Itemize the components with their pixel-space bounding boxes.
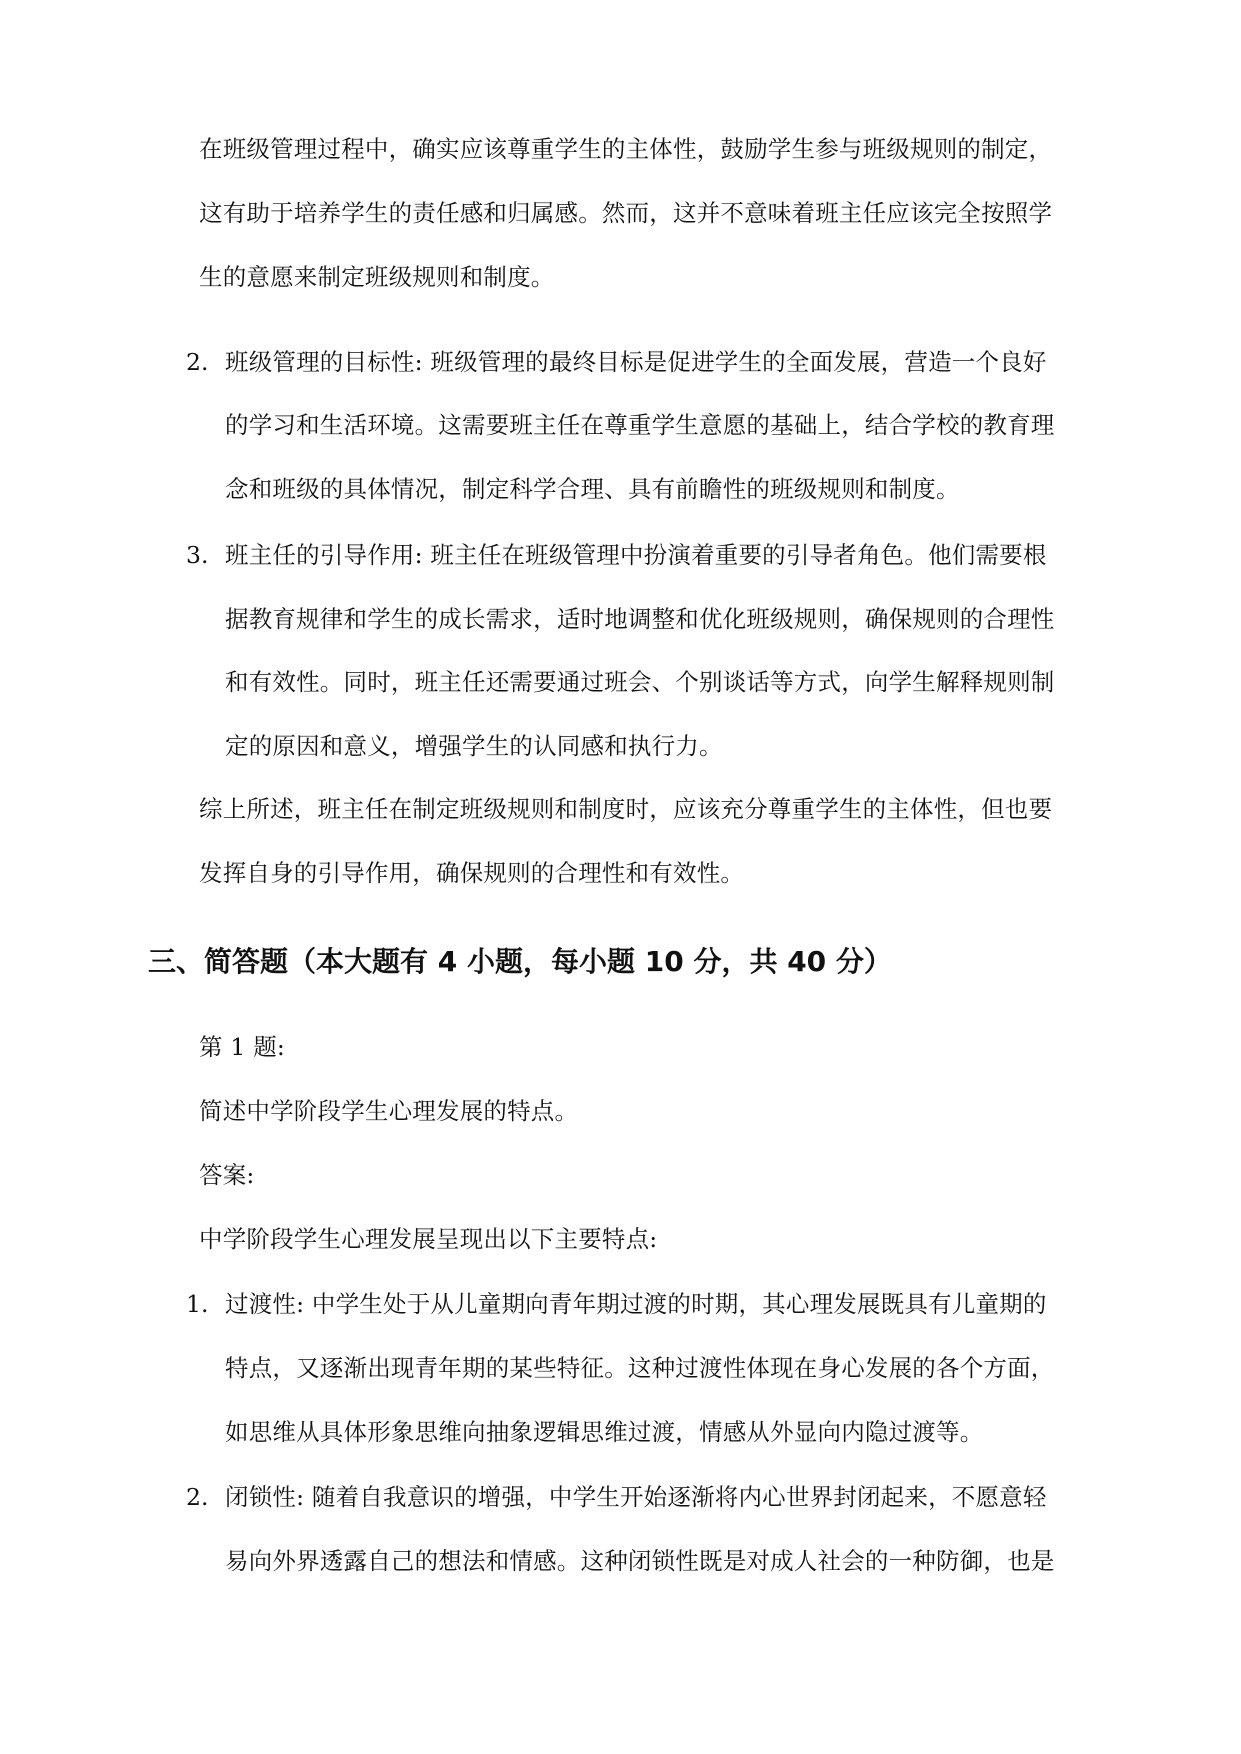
paragraph-line: 这有助于培养学生的责任感和归属感。然而，这并不意味着班主任应该完全按照学: [199, 199, 1053, 227]
paragraph-line: 生的意愿来制定班级规则和制度。: [199, 263, 555, 291]
answer-intro: 中学阶段学生心理发展呈现出以下主要特点:: [199, 1225, 658, 1253]
list-item-number: 2.: [186, 348, 209, 376]
list-item-line: 和有效性。同时，班主任还需要通过班会、个别谈话等方式，向学生解释规则制: [225, 668, 1055, 696]
list-item-line: 过渡性: 中学生处于从儿童期向青年期过渡的时期，其心理发展既具有儿童期的: [225, 1290, 1047, 1318]
list-item-line: 的学习和生活环境。这需要班主任在尊重学生意愿的基础上，结合学校的教育理: [225, 411, 1055, 439]
list-item-line: 易向外界透露自己的想法和情感。这种闭锁性既是对成人社会的一种防御，也是: [225, 1547, 1055, 1575]
paragraph-line: 在班级管理过程中，确实应该尊重学生的主体性，鼓励学生参与班级规则的制定，: [199, 135, 1053, 163]
list-item-line: 特点，又逐渐出现青年期的某些特征。这种过渡性体现在身心发展的各个方面，: [225, 1354, 1055, 1382]
list-item-number: 1.: [186, 1290, 209, 1318]
section-heading: 三、简答题（本大题有 4 小题，每小题 10 分，共 40 分）: [148, 945, 892, 978]
list-item-line: 念和班级的具体情况，制定科学合理、具有前瞻性的班级规则和制度。: [225, 475, 960, 503]
list-item-line: 闭锁性: 随着自我意识的增强，中学生开始逐渐将内心世界封闭起来，不愿意轻: [225, 1483, 1047, 1511]
list-item-line: 如思维从具体形象思维向抽象逻辑思维过渡，情感从外显向内隐过渡等。: [225, 1418, 984, 1446]
answer-label: 答案:: [199, 1161, 255, 1189]
list-item-line: 据教育规律和学生的成长需求，适时地调整和优化班级规则，确保规则的合理性: [225, 605, 1055, 633]
question-label: 第 1 题:: [199, 1033, 286, 1061]
list-item-number: 2.: [186, 1483, 209, 1511]
question-text: 简述中学阶段学生心理发展的特点。: [199, 1097, 579, 1125]
list-item-line: 班主任的引导作用: 班主任在班级管理中扮演着重要的引导者角色。他们需要根: [225, 541, 1047, 569]
summary-line: 综上所述，班主任在制定班级规则和制度时，应该充分尊重学生的主体性，但也要: [199, 795, 1053, 823]
list-item-line: 定的原因和意义，增强学生的认同感和执行力。: [225, 732, 723, 760]
summary-line: 发挥自身的引导作用，确保规则的合理性和有效性。: [199, 859, 745, 887]
list-item-number: 3.: [186, 541, 209, 569]
list-item-line: 班级管理的目标性: 班级管理的最终目标是促进学生的全面发展，营造一个良好: [225, 348, 1047, 376]
